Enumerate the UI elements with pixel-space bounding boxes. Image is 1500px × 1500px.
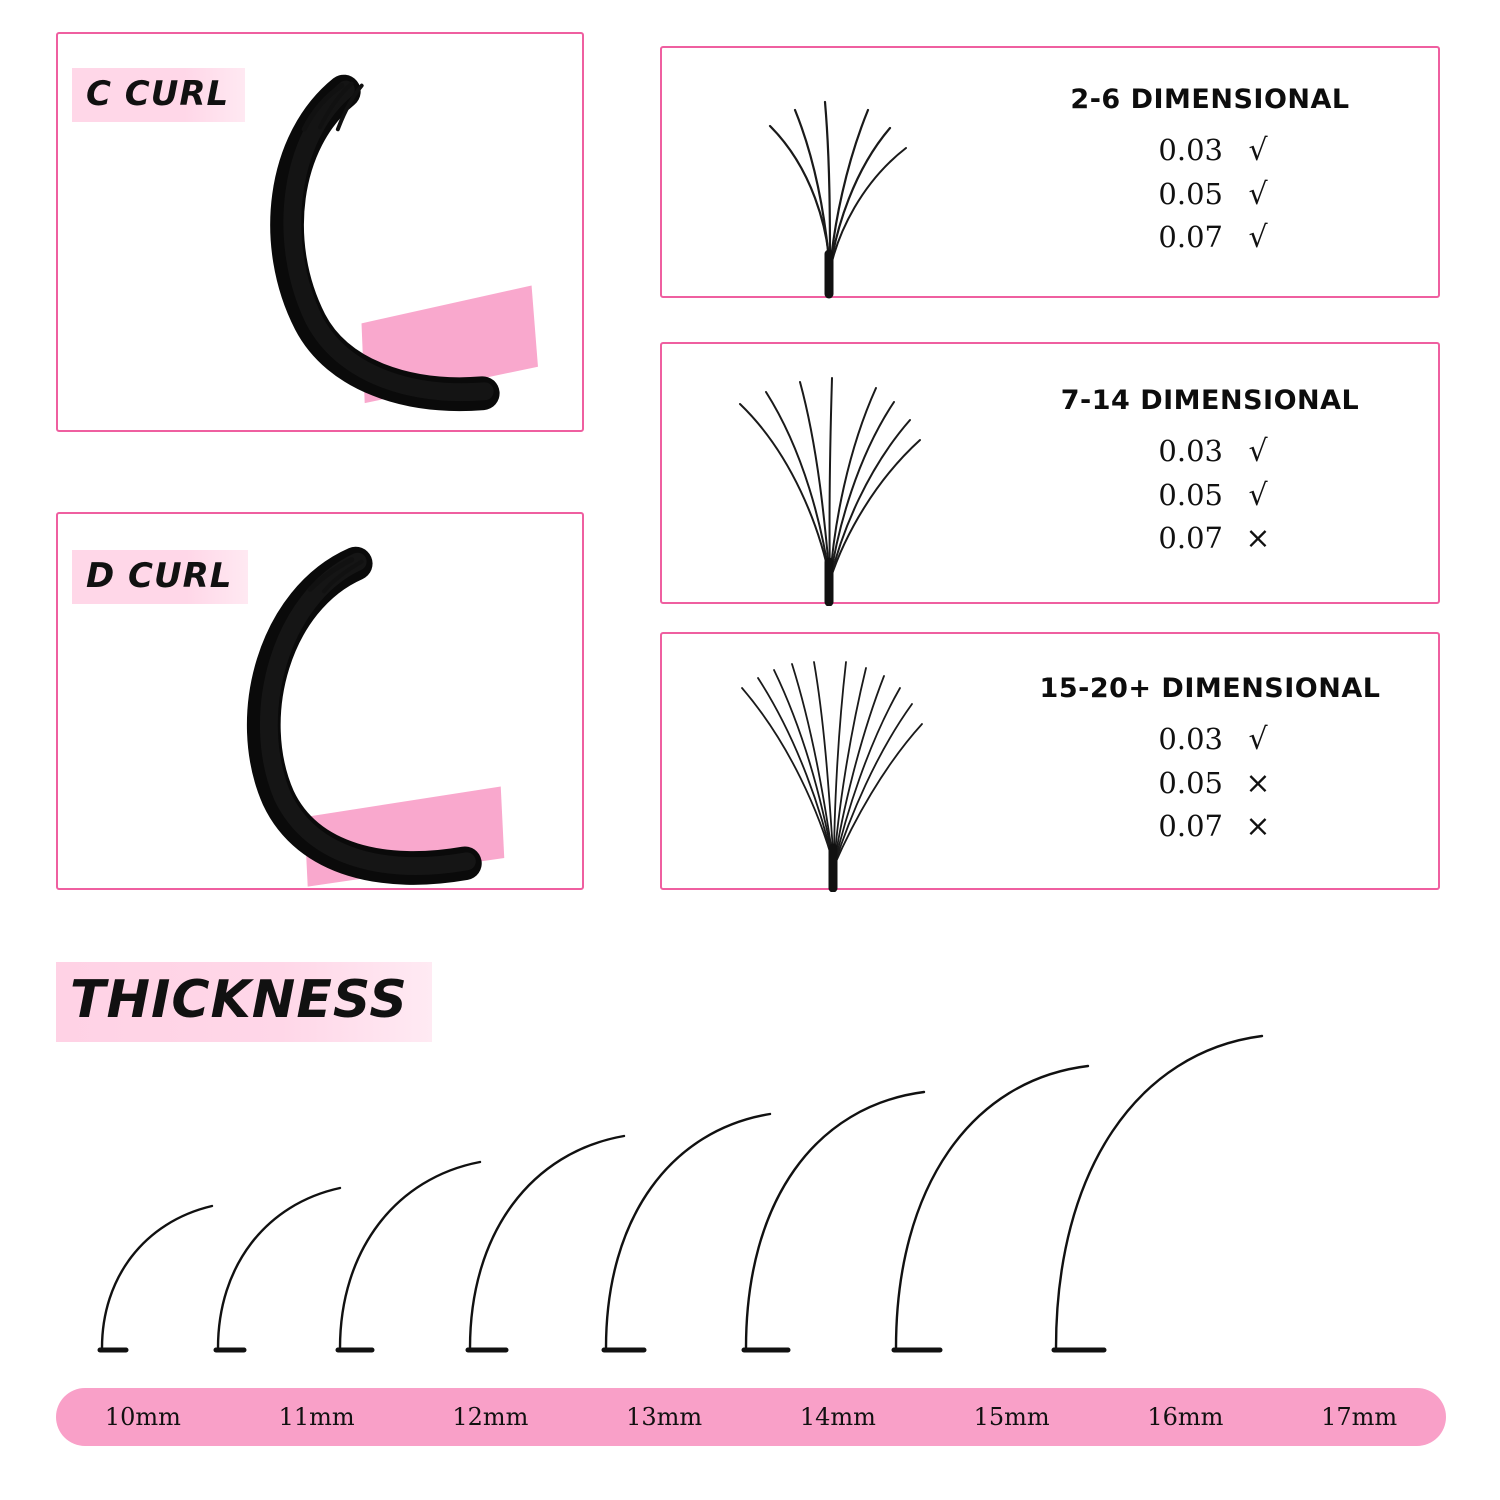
length-scale-bar [56, 1388, 1446, 1446]
dimensional-title-2-6: 2-6 DIMENSIONAL [1070, 84, 1350, 116]
dimensional-info-15-20 [992, 673, 1438, 849]
thickness-heading: THICKNESS [70, 970, 408, 1030]
dimensional-panel-15-20 [660, 632, 1440, 890]
thickness-row [1127, 517, 1293, 561]
dimensional-panel-2-6 [660, 46, 1440, 298]
d-curl-panel [56, 512, 584, 890]
lash-17mm [1054, 1036, 1262, 1350]
lash-12mm [338, 1162, 480, 1350]
thickness-value: 0.03 [1158, 434, 1223, 469]
length-label: 13mm [626, 1403, 703, 1431]
thickness-row [1127, 474, 1293, 518]
availability-mark: × [1245, 765, 1271, 801]
thickness-row [1127, 762, 1293, 806]
lash-13mm [468, 1136, 624, 1350]
length-label: 11mm [278, 1403, 355, 1431]
lash-length-illustrations [40, 1010, 1460, 1370]
fan-illustration-7-14 [662, 344, 992, 602]
dimensional-info-2-6 [992, 84, 1438, 260]
fan-illustration-15-20 [662, 634, 992, 888]
length-label: 12mm [452, 1403, 529, 1431]
availability-mark: √ [1248, 176, 1268, 212]
availability-mark: × [1245, 809, 1271, 845]
lash-16mm [894, 1066, 1088, 1350]
length-label: 17mm [1321, 1403, 1398, 1431]
dimensional-title-7-14: 7-14 DIMENSIONAL [1060, 385, 1360, 417]
thickness-value: 0.03 [1158, 722, 1223, 757]
thickness-row [1127, 129, 1293, 173]
d-curl-illustration [58, 514, 582, 889]
dimensional-panel-7-14 [660, 342, 1440, 604]
length-label: 16mm [1147, 1403, 1224, 1431]
lash-11mm [216, 1188, 340, 1350]
thickness-value: 0.07 [1158, 220, 1223, 255]
availability-mark: × [1245, 521, 1271, 557]
thickness-row [1127, 216, 1293, 260]
c-curl-panel [56, 32, 584, 432]
lash-14mm [604, 1114, 770, 1350]
dimensional-title-15-20: 15-20+ DIMENSIONAL [1039, 673, 1381, 705]
availability-mark: √ [1248, 220, 1268, 256]
thickness-value: 0.05 [1158, 765, 1223, 800]
thickness-row [1127, 805, 1293, 849]
availability-mark: √ [1248, 434, 1268, 470]
thickness-row [1127, 430, 1293, 474]
c-curl-illustration [58, 34, 582, 431]
thickness-value: 0.05 [1158, 176, 1223, 211]
thickness-value: 0.05 [1158, 477, 1223, 512]
thickness-row [1127, 173, 1293, 217]
dimensional-info-7-14 [992, 385, 1438, 561]
c-curl-label: C CURL [86, 74, 230, 114]
thickness-value: 0.07 [1158, 521, 1223, 556]
length-label: 10mm [104, 1403, 181, 1431]
lash-10mm [100, 1206, 212, 1350]
availability-mark: √ [1248, 477, 1268, 513]
availability-mark: √ [1248, 133, 1268, 169]
thickness-value: 0.03 [1158, 133, 1223, 168]
fan-illustration-2-6 [662, 48, 992, 296]
thickness-value: 0.07 [1158, 809, 1223, 844]
length-label: 15mm [973, 1403, 1050, 1431]
thickness-row [1127, 718, 1293, 762]
d-curl-label: D CURL [86, 556, 233, 596]
availability-mark: √ [1248, 722, 1268, 758]
length-label: 14mm [799, 1403, 876, 1431]
